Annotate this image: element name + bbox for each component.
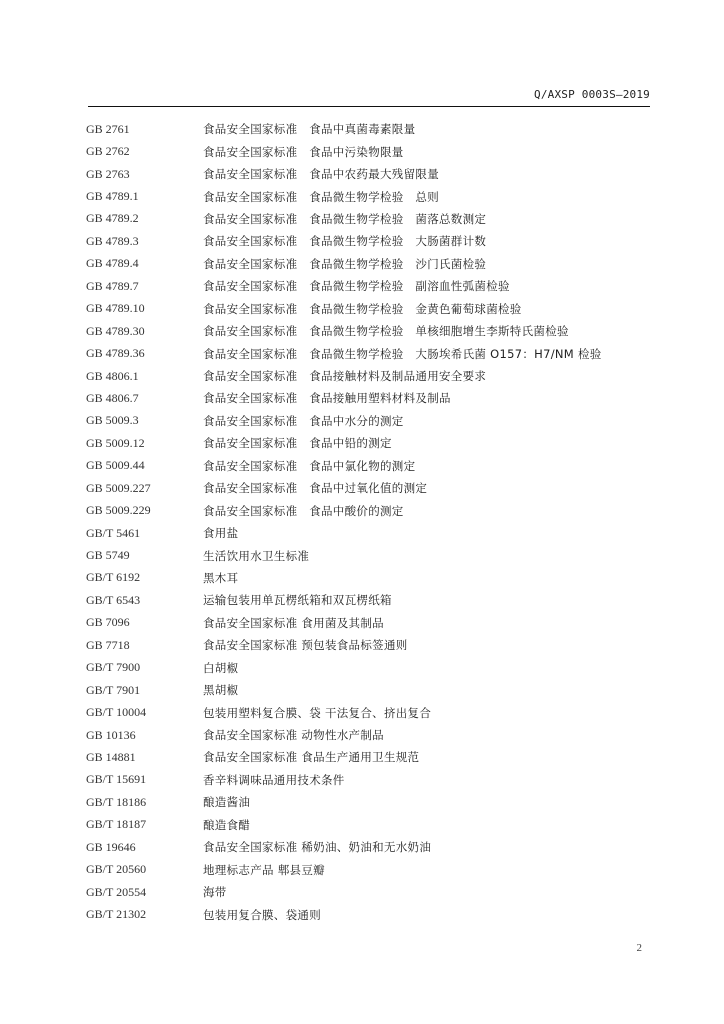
standard-title: 海带 [203, 885, 227, 900]
standard-code: GB/T 18186 [86, 794, 147, 809]
standard-title: 食品安全国家标准 食品微生物学检验 大肠菌群计数 [203, 234, 487, 249]
reference-row [86, 140, 646, 162]
reference-row [86, 836, 646, 858]
standard-code: GB 5009.3 [86, 413, 139, 428]
reference-row [86, 858, 646, 880]
reference-row [86, 365, 646, 387]
standard-code: GB/T 6192 [86, 570, 141, 585]
standard-title: 食品安全国家标准 预包装食品标签通则 [203, 638, 408, 653]
standard-title: 食品安全国家标准 食品微生物学检验 总则 [203, 189, 439, 204]
standard-title: 食品安全国家标准 食品微生物学检验 菌落总数测定 [203, 211, 487, 226]
standard-code: GB 4789.4 [86, 256, 139, 271]
reference-row [86, 410, 646, 432]
standard-code: GB 4806.7 [86, 390, 139, 405]
standard-code: GB 4789.36 [86, 346, 145, 361]
page-number: 2 [636, 942, 642, 954]
standard-code: GB 5009.227 [86, 480, 151, 495]
reference-row [86, 208, 646, 230]
standard-code: GB 2763 [86, 166, 130, 181]
standard-code: GB/T 6543 [86, 592, 141, 607]
standard-title: 食品安全国家标准 食品中铅的测定 [203, 436, 392, 451]
standard-title: 地理标志产品 郫县豆瓣 [203, 862, 325, 877]
reference-row [86, 724, 646, 746]
standard-title: 运输包装用单瓦楞纸箱和双瓦楞纸箱 [203, 593, 392, 608]
standard-code: GB 4806.1 [86, 368, 139, 383]
standard-title: 包装用复合膜、袋通则 [203, 907, 321, 922]
reference-row [86, 455, 646, 477]
standard-code: GB 4789.1 [86, 189, 139, 204]
reference-row [86, 522, 646, 544]
standard-code: GB 10136 [86, 727, 136, 742]
standard-code: GB/T 7901 [86, 682, 141, 697]
standard-title: 黑胡椒 [203, 683, 239, 698]
document-code: Q/AXSP 0003S—2019 [534, 88, 650, 101]
standard-code: GB 4789.2 [86, 211, 139, 226]
reference-row [86, 275, 646, 297]
standard-title: 黑木耳 [203, 570, 239, 585]
standard-code: GB 14881 [86, 749, 136, 764]
standard-code: GB/T 15691 [86, 772, 147, 787]
standard-code: GB 4789.7 [86, 278, 139, 293]
reference-row [86, 814, 646, 836]
reference-row [86, 746, 646, 768]
reference-row [86, 903, 646, 925]
standard-title: 食品安全国家标准 食品中农药最大残留限量 [203, 167, 439, 182]
standard-title: 白胡椒 [203, 660, 239, 675]
reference-row [86, 499, 646, 521]
standard-title: 食品安全国家标准 食品微生物学检验 沙门氏菌检验 [203, 256, 487, 271]
standard-code: GB 2761 [86, 121, 130, 136]
standard-code: GB/T 21302 [86, 907, 147, 922]
reference-row [86, 769, 646, 791]
standard-title: 酿造酱油 [203, 795, 251, 810]
standard-title: 食品安全国家标准 食用菌及其制品 [203, 615, 384, 630]
standard-code: GB/T 18187 [86, 817, 147, 832]
standard-code: GB/T 20560 [86, 862, 147, 877]
standard-code: GB 5009.44 [86, 458, 145, 473]
standard-title: 食品安全国家标准 食品接触材料及制品通用安全要求 [203, 369, 487, 384]
reference-row [86, 320, 646, 342]
reference-row [86, 589, 646, 611]
standard-title: 食品安全国家标准 食品中真菌毒素限量 [203, 122, 416, 137]
reference-row [86, 612, 646, 634]
standard-title: 食品安全国家标准 食品微生物学检验 金黄色葡萄球菌检验 [203, 301, 522, 316]
standard-title: 食品安全国家标准 食品中氯化物的测定 [203, 458, 416, 473]
reference-row [86, 657, 646, 679]
standard-code: GB/T 7900 [86, 660, 141, 675]
standard-code: GB 7096 [86, 615, 130, 630]
reference-row [86, 432, 646, 454]
reference-row [86, 634, 646, 656]
standard-title: 食品安全国家标准 动物性水产制品 [203, 728, 384, 743]
standard-code: GB 5009.12 [86, 435, 145, 450]
standard-title: 食品安全国家标准 食品接触用塑料材料及制品 [203, 391, 451, 406]
standard-title: 食品安全国家标准 食品微生物学检验 副溶血性弧菌检验 [203, 279, 510, 294]
reference-row [86, 298, 646, 320]
standard-code: GB 19646 [86, 839, 136, 854]
reference-row [86, 679, 646, 701]
standard-code: GB 7718 [86, 637, 130, 652]
reference-row [86, 118, 646, 140]
reference-row [86, 342, 646, 364]
standard-title: 香辛料调味品通用技术条件 [203, 772, 345, 787]
standard-title: 生活饮用水卫生标准 [203, 548, 310, 563]
reference-row [86, 791, 646, 813]
standard-title: 酿造食醋 [203, 817, 251, 832]
reference-row [86, 163, 646, 185]
reference-row [86, 477, 646, 499]
standard-title: 食品安全国家标准 食品生产通用卫生规范 [203, 750, 420, 765]
reference-row [86, 881, 646, 903]
standard-code: GB 5009.229 [86, 503, 151, 518]
standard-code: GB 4789.30 [86, 323, 145, 338]
reference-row [86, 253, 646, 275]
standard-title: 食用盐 [203, 526, 239, 541]
standard-title: 食品安全国家标准 食品中污染物限量 [203, 144, 404, 159]
reference-row [86, 185, 646, 207]
standard-title: 食品安全国家标准 食品中酸价的测定 [203, 503, 404, 518]
reference-list [86, 118, 646, 926]
header-rule [88, 106, 650, 107]
standard-code: GB/T 20554 [86, 884, 147, 899]
reference-row [86, 387, 646, 409]
reference-row [86, 544, 646, 566]
standard-title: 食品安全国家标准 食品中水分的测定 [203, 413, 404, 428]
standard-code: GB/T 5461 [86, 525, 141, 540]
reference-row [86, 230, 646, 252]
standard-title: 食品安全国家标准 食品微生物学检验 大肠埃希氏菌 O157：H7/NM 检验 [203, 346, 602, 361]
standard-code: GB 5749 [86, 548, 130, 563]
standard-title: 包装用塑料复合膜、袋 干法复合、挤出复合 [203, 705, 432, 720]
reference-row [86, 701, 646, 723]
standard-title: 食品安全国家标准 食品中过氧化值的测定 [203, 481, 428, 496]
standard-code: GB 4789.3 [86, 233, 139, 248]
standard-title: 食品安全国家标准 稀奶油、奶油和无水奶油 [203, 840, 432, 855]
standard-title: 食品安全国家标准 食品微生物学检验 单核细胞增生李斯特氏菌检验 [203, 324, 569, 339]
standard-code: GB 4789.10 [86, 301, 145, 316]
reference-row [86, 567, 646, 589]
standard-code: GB/T 10004 [86, 705, 147, 720]
standard-code: GB 2762 [86, 144, 130, 159]
